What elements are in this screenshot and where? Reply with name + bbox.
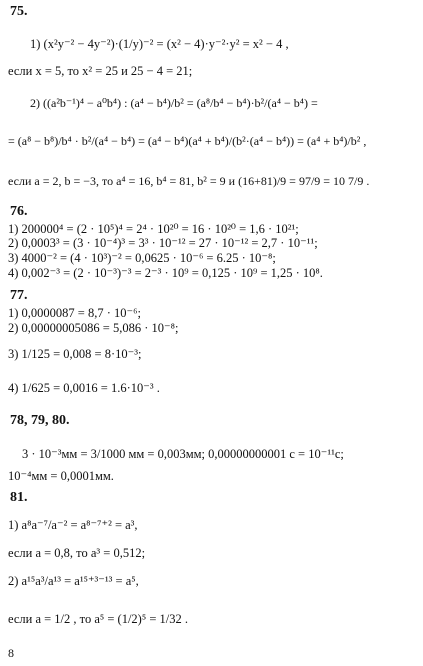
problem-78-80-line-1: 3 · 10⁻³мм = 3/1000 мм = 0,003мм; 0,00000000001 с = 10⁻¹¹с; <box>22 447 344 461</box>
problem-75-number: 75. <box>10 4 28 19</box>
problem-75-line-2: если x = 5, то x² = 25 и 25 − 4 = 21; <box>8 64 193 78</box>
page-number: 8 <box>8 646 14 660</box>
problem-81-line-2: если a = 0,8, то a³ = 0,512; <box>8 546 146 560</box>
problem-81-number: 81. <box>10 490 28 505</box>
problem-76-line-4: 4) 0,002⁻³ = (2 · 10⁻³)⁻³ = 2⁻³ · 10⁹ = 0,125 · 10⁹ = 1,25 · 10⁸. <box>8 266 323 280</box>
problem-81-line-4: если a = 1/2 , то a⁵ = (1/2)⁵ = 1/32 . <box>8 612 188 626</box>
problem-77-line-2: 2) 0,00000005086 = 5,086 · 10⁻⁸; <box>8 321 179 335</box>
problem-76-number: 76. <box>10 204 28 219</box>
problem-78-80-number: 78, 79, 80. <box>10 413 70 428</box>
problem-77-line-1: 1) 0,0000087 = 8,7 · 10⁻⁶; <box>8 306 141 320</box>
problem-75-line-1: 1) (x²y⁻² − 4y⁻²)·(1/y)⁻² = (x² − 4)·y⁻²·y² = x² − 4 , <box>30 37 289 51</box>
problem-77-line-4: 4) 1/625 = 0,0016 = 1.6·10⁻³ . <box>8 381 160 395</box>
problem-75-line-3: 2) ((a²b⁻¹)⁴ − a⁰b⁴) : (a⁴ − b⁴)/b² = (a⁸/b⁴ − b⁴)·b²/(a⁴ − b⁴) = <box>30 96 318 110</box>
problem-76-line-1: 1) 200000⁴ = (2 · 10⁵)⁴ = 2⁴ · 10²⁰ = 16 · 10²⁰ = 1,6 · 10²¹; <box>8 222 299 236</box>
problem-75-line-5: если a = 2, b = −3, то a⁴ = 16, b⁴ = 81, b² = 9 и (16+81)/9 = 97/9 = 10 7/9 . <box>8 174 370 188</box>
problem-76-line-2: 2) 0,0003³ = (3 · 10⁻⁴)³ = 3³ · 10⁻¹² = 27 · 10⁻¹² = 2,7 · 10⁻¹¹; <box>8 236 318 250</box>
problem-81-line-3: 2) a¹⁵a³/a¹³ = a¹⁵⁺³⁻¹³ = a⁵, <box>8 574 139 588</box>
problem-78-80-line-2: 10⁻⁴мм = 0,0001мм. <box>8 469 114 483</box>
problem-81-line-1: 1) a⁸a⁻⁷/a⁻² = a⁸⁻⁷⁺² = a³, <box>8 518 138 532</box>
problem-75-line-4: = (a⁸ − b⁸)/b⁴ · b²/(a⁴ − b⁴) = (a⁴ − b⁴)(a⁴ + b⁴)/(b²·(a⁴ − b⁴)) = (a⁴ + b⁴)/b² , <box>8 134 367 148</box>
problem-77-line-3: 3) 1/125 = 0,008 = 8·10⁻³; <box>8 347 142 361</box>
problem-76-line-3: 3) 4000⁻² = (4 · 10³)⁻² = 0,0625 · 10⁻⁶ = 6.25 · 10⁻⁸; <box>8 251 276 265</box>
problem-77-number: 77. <box>10 288 28 303</box>
